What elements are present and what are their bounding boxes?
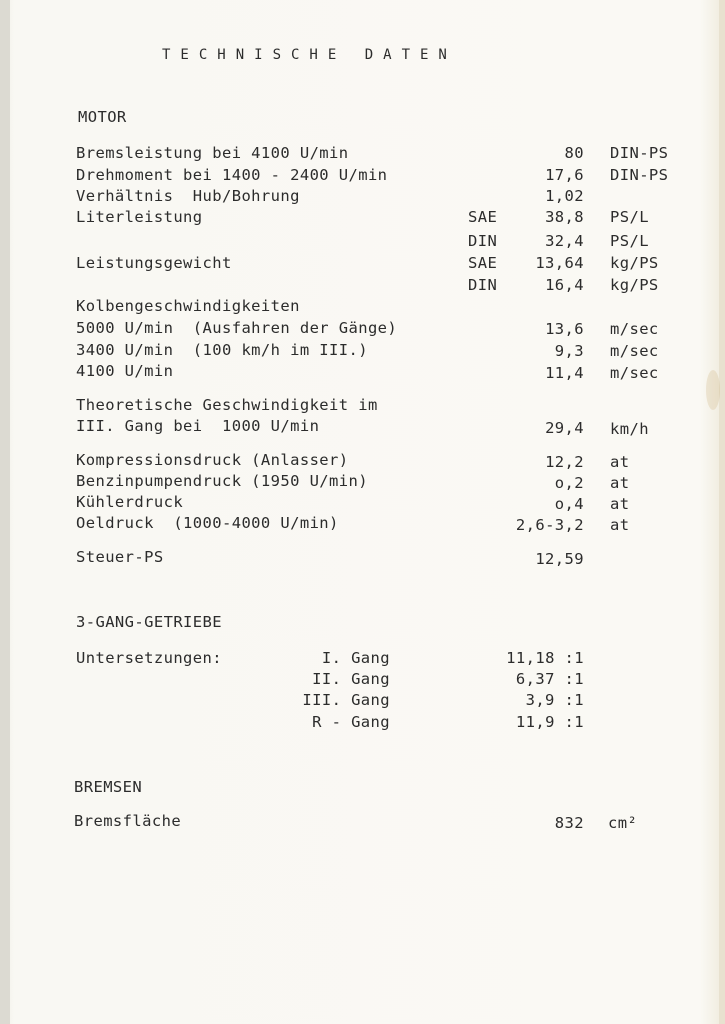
motor-row-value: 17,6 bbox=[545, 166, 584, 184]
motor-row-label: Drehmoment bei 1400 - 2400 U/min bbox=[76, 166, 388, 184]
motor-row-value: 13,64 bbox=[535, 254, 584, 272]
motor-row-value: o,2 bbox=[554, 474, 584, 492]
getriebe-heading: 3-GANG-GETRIEBE bbox=[76, 613, 222, 631]
gear-ratio: 11,18 :1 bbox=[506, 649, 584, 667]
gear-name: R - Gang bbox=[312, 713, 390, 731]
bremsen-label: Bremsfläche bbox=[74, 812, 182, 830]
motor-row-value: 16,4 bbox=[545, 276, 584, 294]
motor-row-unit: at bbox=[610, 474, 630, 492]
motor-row-label: 5000 U/min (Ausfahren der Gänge) bbox=[76, 319, 398, 337]
gear-ratio: 3,9 :1 bbox=[525, 691, 584, 709]
motor-row-sub: DIN bbox=[468, 232, 498, 250]
motor-row-label: Verhältnis Hub/Bohrung bbox=[76, 187, 300, 205]
motor-row-label: Kompressionsdruck (Anlasser) bbox=[76, 451, 349, 469]
motor-row-unit: DIN-PS bbox=[610, 144, 669, 162]
motor-row-value: 12,2 bbox=[545, 453, 584, 471]
motor-row-unit: m/sec bbox=[610, 342, 659, 360]
motor-row-label: Theoretische Geschwindigkeit im bbox=[76, 396, 378, 414]
gear-name: III. Gang bbox=[302, 691, 390, 709]
motor-row-value: 12,59 bbox=[535, 550, 584, 568]
motor-row-unit: kg/PS bbox=[610, 254, 659, 272]
motor-row-label: Kühlerdruck bbox=[76, 493, 184, 511]
motor-row-label: 3400 U/min (100 km/h im III.) bbox=[76, 341, 368, 359]
motor-row-value: o,4 bbox=[554, 495, 584, 513]
motor-row-sub: DIN bbox=[468, 276, 498, 294]
motor-row-value: 1,02 bbox=[545, 187, 584, 205]
motor-row-label: Steuer-PS bbox=[76, 548, 164, 566]
page-right-edge bbox=[719, 0, 725, 1024]
motor-row-sub: SAE bbox=[468, 208, 498, 226]
motor-row-label: Bremsleistung bei 4100 U/min bbox=[76, 144, 349, 162]
page-title: TECHNISCHE DATEN bbox=[162, 47, 457, 63]
motor-row-value: 80 bbox=[564, 144, 584, 162]
gear-ratio: 6,37 :1 bbox=[515, 670, 584, 688]
motor-row-unit: kg/PS bbox=[610, 276, 659, 294]
gear-ratio: 11,9 :1 bbox=[515, 713, 584, 731]
motor-row-unit: at bbox=[610, 495, 630, 513]
motor-row-value: 2,6-3,2 bbox=[515, 516, 584, 534]
gear-name: II. Gang bbox=[312, 670, 390, 688]
bremsen-heading: BREMSEN bbox=[74, 778, 143, 796]
motor-row-label: Benzinpumpendruck (1950 U/min) bbox=[76, 472, 368, 490]
motor-row-unit: PS/L bbox=[610, 232, 649, 250]
page-left-edge bbox=[0, 0, 10, 1024]
motor-row-label: Literleistung bbox=[76, 208, 203, 226]
motor-heading: MOTOR bbox=[78, 108, 127, 126]
motor-row-sub: SAE bbox=[468, 254, 498, 272]
motor-row-value: 38,8 bbox=[545, 208, 584, 226]
motor-row-value: 32,4 bbox=[545, 232, 584, 250]
motor-row-unit: at bbox=[610, 453, 630, 471]
motor-row-label: 4100 U/min bbox=[76, 362, 174, 380]
bremsen-unit: cm² bbox=[608, 814, 638, 832]
motor-row-unit: at bbox=[610, 516, 630, 534]
gear-name: I. Gang bbox=[321, 649, 390, 667]
motor-row-unit: m/sec bbox=[610, 364, 659, 382]
motor-row-label: III. Gang bei 1000 U/min bbox=[76, 417, 320, 435]
paper-stain bbox=[706, 370, 720, 410]
motor-row-label: Kolbengeschwindigkeiten bbox=[76, 297, 300, 315]
motor-row-unit: km/h bbox=[610, 420, 649, 438]
motor-row-value: 9,3 bbox=[554, 342, 584, 360]
motor-row-label: Leistungsgewicht bbox=[76, 254, 232, 272]
getriebe-label: Untersetzungen: bbox=[76, 649, 222, 667]
motor-row-unit: PS/L bbox=[610, 208, 649, 226]
motor-row-unit: DIN-PS bbox=[610, 166, 669, 184]
motor-row-label: Oeldruck (1000-4000 U/min) bbox=[76, 514, 339, 532]
bremsen-value: 832 bbox=[554, 814, 584, 832]
motor-row-value: 13,6 bbox=[545, 320, 584, 338]
motor-row-value: 11,4 bbox=[545, 364, 584, 382]
motor-row-value: 29,4 bbox=[545, 419, 584, 437]
motor-row-unit: m/sec bbox=[610, 320, 659, 338]
